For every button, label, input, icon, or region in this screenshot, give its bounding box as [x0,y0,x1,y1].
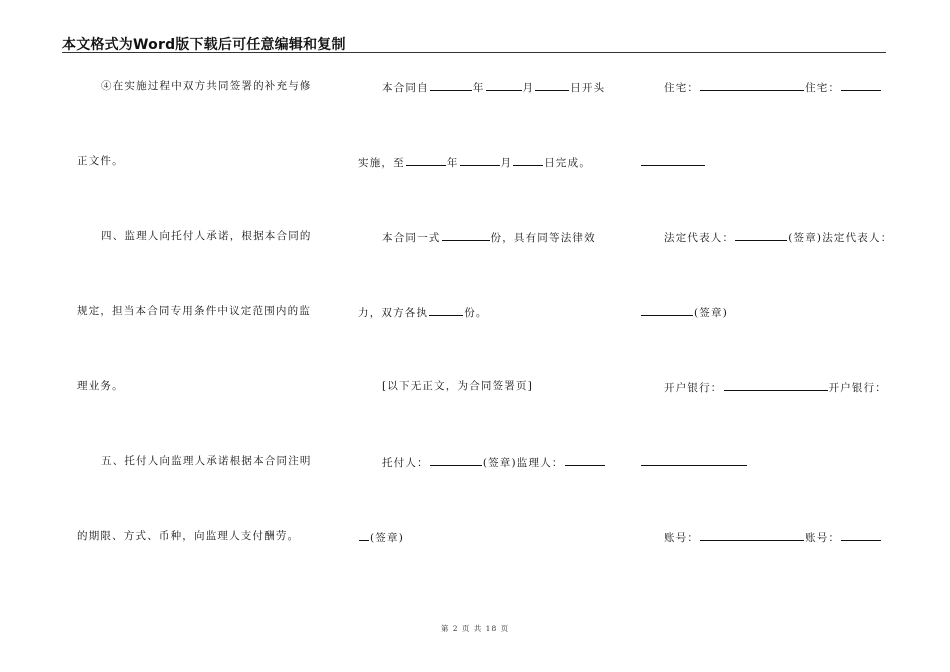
supervisor-signature-blank[interactable] [565,454,605,466]
year-label: 年 [446,157,459,169]
right-line-7 [664,529,882,545]
copies-suffix: 份，具有同等法律效 [490,232,596,244]
bank-label-2: 开户银行： [828,382,887,394]
contract-start-label: 本合同自 [382,82,429,94]
supervisor-label: (签章)监理人： [482,457,564,469]
right-line-4 [640,304,728,320]
end-day-blank[interactable] [513,154,543,166]
start-year-blank[interactable] [430,79,472,91]
middle-line-7 [358,529,404,545]
start-month-blank[interactable] [486,79,522,91]
left-line-2: 正文件。 [77,155,124,167]
copies-label: 本合同一式 [382,232,441,244]
copies-blank[interactable] [442,229,490,241]
account-label-2: 账号： [805,532,841,544]
header-title: 本文格式为Word版下载后可任意编辑和复制 [62,37,346,53]
end-year-blank[interactable] [406,154,446,166]
supervisor-legal-rep-blank[interactable] [641,304,693,316]
day-end-label: 日完成。 [544,157,592,169]
address-label-2: 住宅： [805,82,841,94]
bank-label: 开户银行： [664,382,723,394]
each-copies-suffix: 份。 [464,307,488,319]
right-line-5 [664,379,887,395]
left-line-7: 的期限、方式、币种，向监理人支付酬劳。 [77,530,300,542]
contract-end-label: 实施，至 [358,157,405,169]
supervisor-address-blank[interactable] [841,79,881,91]
middle-line-3 [382,229,596,245]
left-line-5: 理业务。 [77,380,124,392]
left-line-3: 四、监理人向托付人承诺，根据本合同的 [101,230,312,242]
account-label: 账号： [664,532,700,544]
page-footer: 第 2 页 共 18 页 [440,624,510,633]
seal-label: (签章) [370,532,404,544]
client-signature-blank[interactable] [430,454,482,466]
end-month-blank[interactable] [460,154,500,166]
left-line-6: 五、托付人向监理人承诺根据本合同注明 [101,455,312,467]
year-label: 年 [472,82,485,94]
each-party-label: 力，双方各执 [358,307,429,319]
legal-rep-label-2: (签章)法定代表人： [788,232,893,244]
supervisor-account-blank[interactable] [841,529,881,541]
right-line-6 [640,454,748,470]
left-line-4: 规定，担当本合同专用条件中议定范围内的监 [77,305,311,317]
legal-rep-label: 法定代表人： [664,232,735,244]
month-label: 月 [500,157,513,169]
middle-line-6 [382,454,606,470]
client-address-blank[interactable] [700,79,804,91]
middle-line-5: [以下无正文，为合同签署页] [382,380,533,392]
right-line-1 [664,79,882,95]
client-label: 托付人： [382,457,429,469]
day-start-label: 日开头 [570,82,606,94]
seal-label-2: (签章) [694,307,728,319]
client-bank-blank[interactable] [724,379,828,391]
right-line-3 [664,229,892,245]
middle-line-1 [382,79,605,95]
client-legal-rep-blank[interactable] [735,229,787,241]
middle-line-4 [358,304,488,320]
each-copies-blank[interactable] [429,304,463,316]
page-header [62,34,886,53]
supervisor-signature-blank-cont[interactable] [359,529,369,541]
left-line-1: ④在实施过程中双方共同签署的补充与修 [101,80,312,92]
supervisor-bank-blank[interactable] [641,454,747,466]
month-label: 月 [522,82,535,94]
client-account-blank[interactable] [700,529,804,541]
middle-line-2 [358,154,591,170]
supervisor-address-blank-cont[interactable] [641,154,705,166]
start-day-blank[interactable] [535,79,569,91]
right-line-2 [640,154,706,170]
address-label: 住宅： [664,82,700,94]
